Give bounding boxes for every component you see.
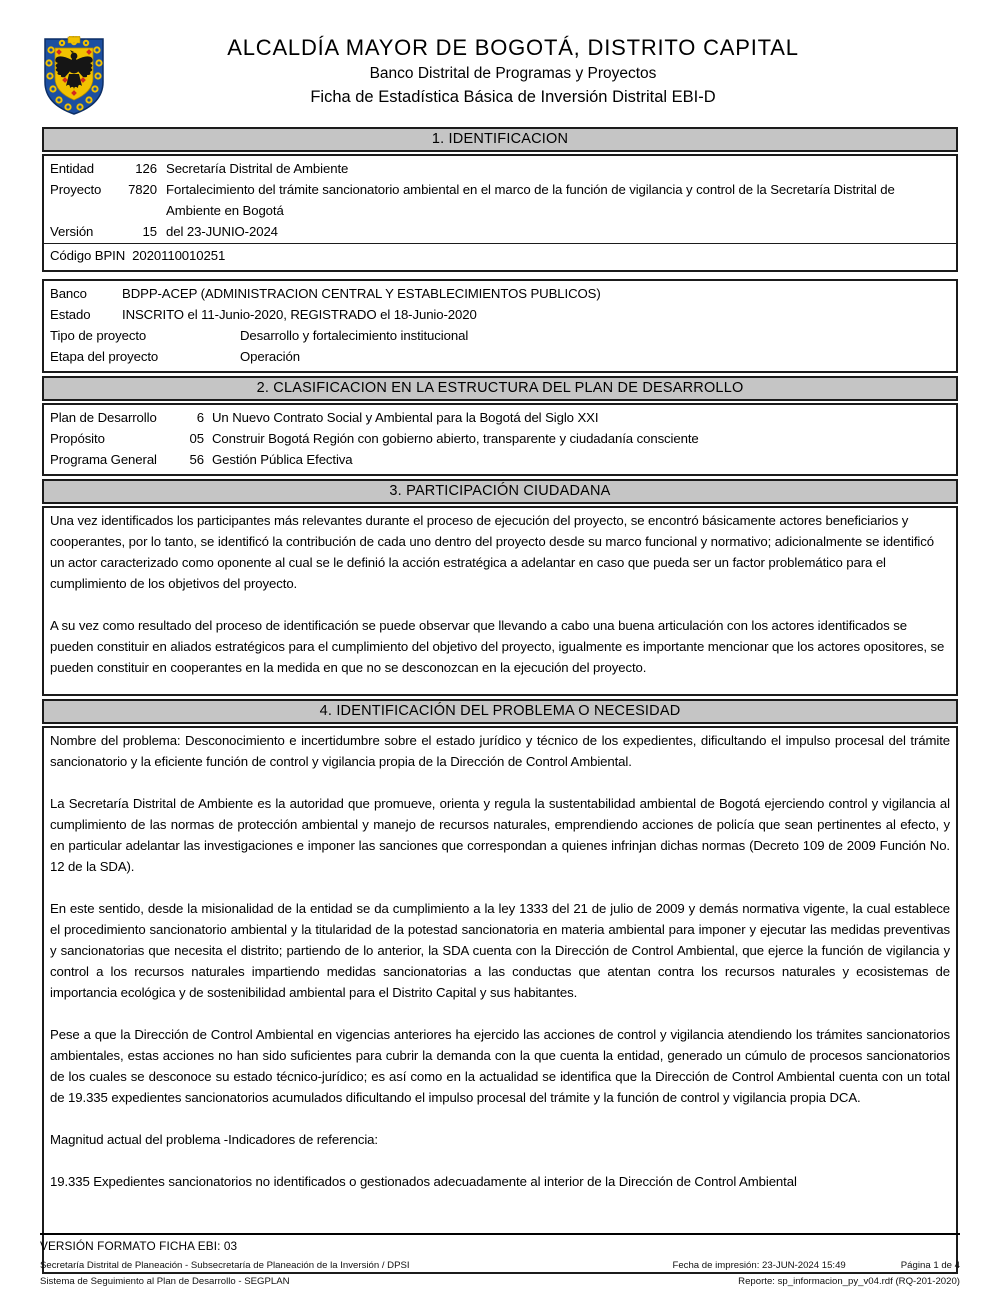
section-4-header: 4. IDENTIFICACIÓN DEL PROBLEMA O NECESIDAD: [42, 699, 958, 724]
participacion-paragraph-2: A su vez como resultado del proceso de identificación se puede observar que llevando a cabo una buena articulación con los actores identificados se pueden constituir en aliados estratégicos para el cumplimiento del objetivo del proyecto, igualmente es importante mencionar que los actores opositores, se pueden constituir en cooperantes en la medida en que no se desconozcan en la ejecución del proyecto.: [50, 618, 945, 675]
section-1-header: 1. IDENTIFICACION: [42, 127, 958, 152]
row-programa-general: [50, 449, 950, 470]
footer-right-group: [672, 1260, 960, 1272]
problema-box: [42, 726, 958, 1274]
footer-print-date: Fecha de impresión: 23-JUN-2024 15:49: [672, 1260, 846, 1271]
footer-report-id: Reporte: sp_informacion_py_v04.rdf (RQ-201-2020): [738, 1276, 960, 1287]
footer-row-2: [40, 1276, 960, 1288]
banco-estado-box: [42, 279, 958, 373]
problema-indicador-line: 19.335 Expedientes sancionatorios no identificados o gestionados adecuadamente al interior de la Dirección de Control Ambiental: [50, 1174, 797, 1189]
footer-system-line: Sistema de Seguimiento al Plan de Desarrollo - SEGPLAN: [40, 1276, 290, 1287]
row-codigo-bpin: [44, 243, 956, 266]
entidad-value: Secretaría Distrital de Ambiente: [166, 161, 349, 176]
tipo-proyecto-label: Tipo de proyecto: [50, 328, 147, 343]
proposito-value: Construir Bogotá Región con gobierno abierto, transparente y ciudadanía consciente: [212, 431, 699, 446]
etapa-proyecto-label: Etapa del proyecto: [50, 349, 159, 364]
proyecto-code: 7820: [128, 182, 157, 197]
participacion-box: [42, 506, 958, 696]
participacion-paragraph-1: Una vez identificados los participantes más relevantes durante el proceso de ejecución del proyecto, se encontró básicamente actores beneficiarios y cooperantes, por lo tanto, se identificó la contribución de cada uno dentro del proyecto desde su marco funcional y normativo; adicionalmente se identificó un actor caracterizado como oponente al cual se le definió la acción estratégica a adelantar en caso que pueda ser un factor problemático para el cumplimiento de los objetivos del proyecto.: [50, 513, 934, 591]
programa-general-value: Gestión Pública Efectiva: [212, 452, 353, 467]
document-title: ALCALDÍA MAYOR DE BOGOTÁ, DISTRITO CAPITAL: [227, 35, 799, 60]
plan-desarrollo-code: 6: [196, 410, 204, 425]
problema-paragraph-1: Nombre del problema: Desconocimiento e incertidumbre sobre el estado jurídico y técnico de los expedientes, dificultando el impulso procesal del trámite sancionatorio y la eficiente función de control y vigilancia propia de la Dirección de Control Ambiental.: [50, 733, 950, 769]
version-date: del 23-JUNIO-2024: [166, 224, 278, 239]
row-estado: [50, 304, 950, 325]
row-tipo-proyecto: [50, 325, 950, 346]
identificacion-box: [42, 154, 958, 272]
version-label: Versión: [50, 224, 94, 239]
programa-general-label: Programa General: [50, 452, 157, 467]
document-footer: [40, 1233, 960, 1288]
row-entidad: [50, 158, 950, 179]
footer-row-1: [40, 1260, 960, 1272]
document-titles: [108, 34, 958, 107]
bogota-coat-of-arms-icon: [42, 34, 108, 121]
section-2-header: 2. CLASIFICACION EN LA ESTRUCTURA DEL PLAN DE DESARROLLO: [42, 376, 958, 401]
row-plan-desarrollo: [50, 407, 950, 428]
footer-entity-line: Secretaría Distrital de Planeación - Subsecretaría de Planeación de la Inversión / DPSI: [40, 1260, 410, 1271]
document-header: [42, 34, 958, 121]
proposito-code: 05: [189, 431, 204, 446]
entidad-label: Entidad: [50, 161, 95, 176]
tipo-proyecto-value: Desarrollo y fortalecimiento institucional: [240, 328, 469, 343]
clasificacion-box: [42, 403, 958, 476]
row-etapa-proyecto: [50, 346, 950, 367]
coat-of-arms-svg: [42, 36, 106, 116]
section-3-header: 3. PARTICIPACIÓN CIUDADANA: [42, 479, 958, 504]
programa-general-code: 56: [189, 452, 204, 467]
footer-page-number: Página 1 de 4: [900, 1260, 960, 1271]
row-banco: [50, 283, 950, 304]
plan-desarrollo-value: Un Nuevo Contrato Social y Ambiental para la Bogotá del Siglo XXI: [212, 410, 599, 425]
document-subtitle-banco: Banco Distrital de Programas y Proyectos: [369, 65, 657, 82]
row-version: [50, 221, 950, 242]
entidad-code: 126: [135, 161, 157, 176]
estado-value: INSCRITO el 11-Junio-2020, REGISTRADO el 18-Junio-2020: [122, 307, 477, 322]
version-number: 15: [142, 224, 157, 239]
problema-paragraph-3: En este sentido, desde la misionalidad de la entidad se da cumplimiento a la ley 1333 del 21 de julio de 2009 y demás normativa vigente, la cual establece el procedimiento sancionatorio ambiental y la titularidad de la potestad sancionatoria en materia ambiental para imponer y ejecutar las medidas preventivas y sancionatorias que necesita el distrito; partiendo de lo anterior, la SDA cuenta con la Dirección de Control Ambiental, que ejerce la función de vigilancia y control a los recursos naturales impartiendo medidas sancionatorias a las conductas que atentan contra los recursos naturales y ecosistemas de importancia ecológica y de sostenibilidad ambiental para el Distrito Capital y sus habitantes.: [50, 901, 950, 1000]
bpin-value: 2020110010251: [132, 248, 226, 263]
row-proyecto: [50, 179, 950, 221]
document-subtitle-ficha: Ficha de Estadística Básica de Inversión Distrital EBI-D: [310, 88, 716, 106]
footer-divider: [40, 1233, 960, 1235]
problema-magnitud-line: Magnitud actual del problema -Indicadores de referencia:: [50, 1132, 378, 1147]
etapa-proyecto-value: Operación: [240, 349, 300, 364]
row-proposito: [50, 428, 950, 449]
proposito-label: Propósito: [50, 431, 105, 446]
plan-desarrollo-label: Plan de Desarrollo: [50, 410, 157, 425]
estado-label: Estado: [50, 307, 91, 322]
proyecto-value: Fortalecimiento del trámite sancionatorio ambiental en el marco de la función de vigilancia y control de la Secretaría Distrital de Ambiente en Bogotá: [166, 182, 895, 218]
banco-label: Banco: [50, 286, 87, 301]
proyecto-label: Proyecto: [50, 182, 102, 197]
problema-paragraph-2: La Secretaría Distrital de Ambiente es la autoridad que promueve, orienta y regula la sustentabilidad ambiental de Bogotá ejerciendo control y vigilancia al cumplimiento de las normas de protección ambiental y manejo de recursos naturales, emprendiendo acciones de policía que sean pertinentes al efecto, y en particular adelantar las investigaciones e imponer las sanciones que correspondan a quienes infrinjan dichas normas (Decreto 109 de 2009 Función No. 12 de la SDA).: [50, 796, 950, 874]
banco-value: BDPP-ACEP (ADMINISTRACION CENTRAL Y ESTABLECIMIENTOS PUBLICOS): [122, 286, 601, 301]
bpin-label: Código BPIN: [50, 248, 126, 263]
problema-paragraph-4: Pese a que la Dirección de Control Ambiental en vigencias anteriores ha ejercido las acciones de control y vigilancia atendiendo los trámites sancionatorios ambientales, estas acciones no han sido suficientes para cubrir la demanda con la que cuenta la entidad, generado un cúmulo de procesos sancionatorios de los cuales se desconoce su estado técnico-jurídico; es así como en la actualidad se identifica que la Dirección de Control Ambiental cuenta con un total de 19.335 expedientes sancionatorios acumulados dificultando el impulso procesal del trámite y la función de control y vigilancia propia DCA.: [50, 1027, 950, 1105]
footer-version-line: VERSIÓN FORMATO FICHA EBI: 03: [40, 1239, 238, 1253]
